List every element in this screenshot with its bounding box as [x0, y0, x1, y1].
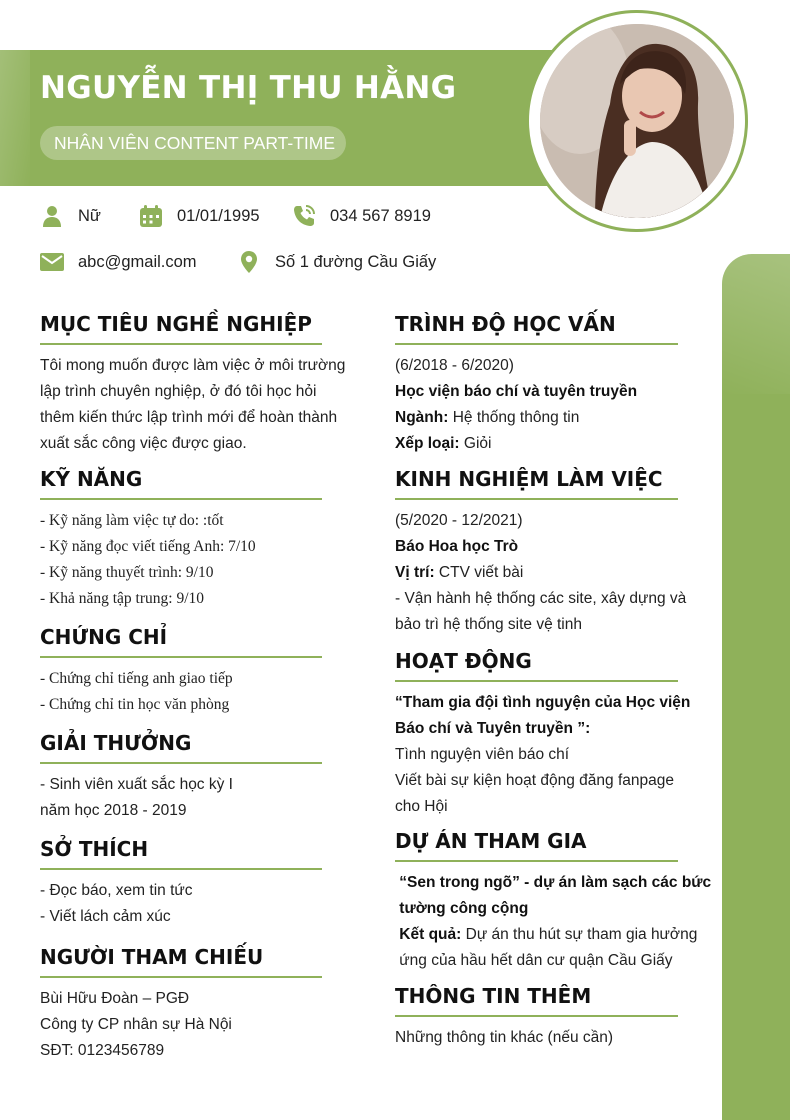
section-awards [40, 730, 322, 824]
avatar-ring [526, 10, 748, 232]
hobby-item: - Viết lách cảm xúc [40, 908, 171, 925]
gender-value: Nữ [78, 206, 101, 225]
candidate-name: NGUYỄN THỊ THU HẰNG [40, 70, 457, 106]
activity-line: Viết bài sự kiện hoạt động đăng fanpage [395, 772, 674, 789]
award-line: - Sinh viên xuất sắc học kỳ I [40, 776, 233, 793]
certificate-item: - Chứng chỉ tiếng anh giao tiếp [40, 670, 233, 687]
experience-period: (5/2020 - 12/2021) [395, 512, 523, 529]
education-school: Học viện báo chí và tuyên truyền [395, 383, 638, 400]
section-title: KINH NGHIỆM LÀM VIỆC [395, 467, 663, 491]
project-heading: “Sen trong ngõ” - dự án làm sạch các bức [395, 874, 712, 891]
experience-company: Báo Hoa học Trò [395, 538, 519, 555]
contact-email [40, 248, 197, 276]
section-title: NGƯỜI THAM CHIẾU [40, 945, 264, 969]
major-label: Ngành: [395, 409, 449, 426]
more-info-line: Những thông tin khác (nếu cần) [395, 1029, 614, 1046]
objective-line: xuất sắc công việc được giao. [40, 435, 247, 452]
experience-desc: bảo trì hệ thống site vệ tinh [395, 616, 582, 633]
section-objective [40, 311, 346, 457]
section-title: DỰ ÁN THAM GIA [395, 829, 587, 853]
avatar [540, 24, 734, 218]
project-result-cont: ứng của hầu hết dân cư quận Cầu Giấy [395, 952, 673, 969]
section-certificates [40, 624, 322, 718]
phone-value: 034 567 8919 [330, 206, 431, 225]
skill-item: - Khả năng tập trung: 9/10 [40, 590, 205, 607]
section-title: CHỨNG CHỈ [40, 625, 168, 649]
section-rule [395, 860, 678, 862]
section-rule [395, 498, 678, 500]
section-title: KỸ NĂNG [40, 467, 143, 491]
reference-line: Bùi Hữu Đoàn – PGĐ [40, 990, 190, 1007]
decorative-side-bar [722, 254, 790, 1120]
section-activities [395, 648, 691, 820]
project-heading: tường công cộng [395, 900, 529, 917]
contact-address [237, 248, 436, 276]
birthday-value: 01/01/1995 [177, 206, 260, 225]
contact-gender [40, 202, 101, 230]
grade-value: Giỏi [459, 435, 492, 452]
skill-item: - Kỹ năng thuyết trình: 9/10 [40, 564, 214, 581]
section-title: GIẢI THƯỞNG [40, 731, 192, 755]
section-hobbies [40, 836, 322, 930]
objective-line: lập trình chuyên nghiệp, ở đó tôi học hỏi [40, 383, 317, 400]
section-rule [40, 762, 322, 764]
reference-line: SĐT: 0123456789 [40, 1042, 165, 1059]
section-rule [40, 343, 322, 345]
side-bar-shine [722, 254, 790, 394]
person-icon [40, 204, 64, 228]
email-value: abc@gmail.com [78, 252, 197, 271]
section-projects [395, 828, 712, 974]
calendar-icon [139, 204, 163, 228]
location-pin-icon [237, 250, 261, 274]
email-icon [40, 250, 64, 274]
education-period: (6/2018 - 6/2020) [395, 357, 514, 374]
section-rule [40, 976, 322, 978]
section-rule [395, 1015, 678, 1017]
section-title: SỞ THÍCH [40, 837, 149, 861]
objective-line: thêm kiến thức lập trình mới để hoàn thành [40, 409, 338, 426]
activity-heading: Báo chí và Tuyên truyền ”: [395, 720, 591, 737]
reference-line: Công ty CP nhân sự Hà Nội [40, 1016, 232, 1033]
section-rule [395, 343, 678, 345]
experience-desc: - Vận hành hệ thống các site, xây dựng và [395, 590, 687, 607]
section-rule [40, 868, 322, 870]
experience-position [395, 560, 678, 586]
section-rule [40, 656, 322, 658]
section-references [40, 944, 322, 1064]
section-title: TRÌNH ĐỘ HỌC VẤN [395, 312, 616, 336]
header-shine [0, 50, 30, 186]
certificate-item: - Chứng chỉ tin học văn phòng [40, 696, 230, 713]
job-title-pill [40, 126, 346, 160]
section-experience [395, 466, 687, 638]
result-label: Kết quả: [395, 926, 462, 943]
section-rule [395, 680, 678, 682]
activity-heading: “Tham gia đội tình nguyện của Học viện [395, 694, 691, 711]
position-label: Vị trí: [395, 564, 435, 581]
section-title: MỤC TIÊU NGHỀ NGHIỆP [40, 312, 312, 336]
hobby-item: - Đọc báo, xem tin tức [40, 882, 193, 899]
education-major [395, 405, 678, 431]
skill-item: - Kỹ năng làm việc tự do: :tốt [40, 512, 224, 529]
section-rule [40, 498, 322, 500]
section-title: THÔNG TIN THÊM [395, 984, 592, 1008]
address-value: Số 1 đường Cầu Giấy [275, 252, 437, 271]
grade-label: Xếp loại: [395, 435, 460, 452]
objective-line: Tôi mong muốn được làm việc ở môi trường [40, 357, 346, 374]
position-value: CTV viết bài [434, 564, 524, 581]
section-education [395, 311, 678, 457]
major-value: Hệ thống thông tin [448, 409, 580, 426]
activity-line: cho Hội [395, 798, 448, 815]
skill-item: - Kỹ năng đọc viết tiếng Anh: 7/10 [40, 538, 256, 555]
contact-phone [292, 202, 431, 230]
contact-birthday [139, 202, 260, 230]
section-more-info [395, 983, 678, 1051]
avatar-photo [540, 24, 734, 218]
section-skills [40, 466, 322, 612]
award-line: năm học 2018 - 2019 [40, 802, 187, 819]
result-value: Dự án thu hút sự tham gia hưởng [461, 926, 698, 943]
education-grade [395, 431, 678, 457]
phone-icon [292, 204, 316, 228]
activity-line: Tình nguyện viên báo chí [395, 746, 570, 763]
section-title: HOẠT ĐỘNG [395, 649, 532, 673]
project-result [395, 922, 698, 948]
job-title: NHÂN VIÊN CONTENT PART-TIME [54, 133, 335, 153]
